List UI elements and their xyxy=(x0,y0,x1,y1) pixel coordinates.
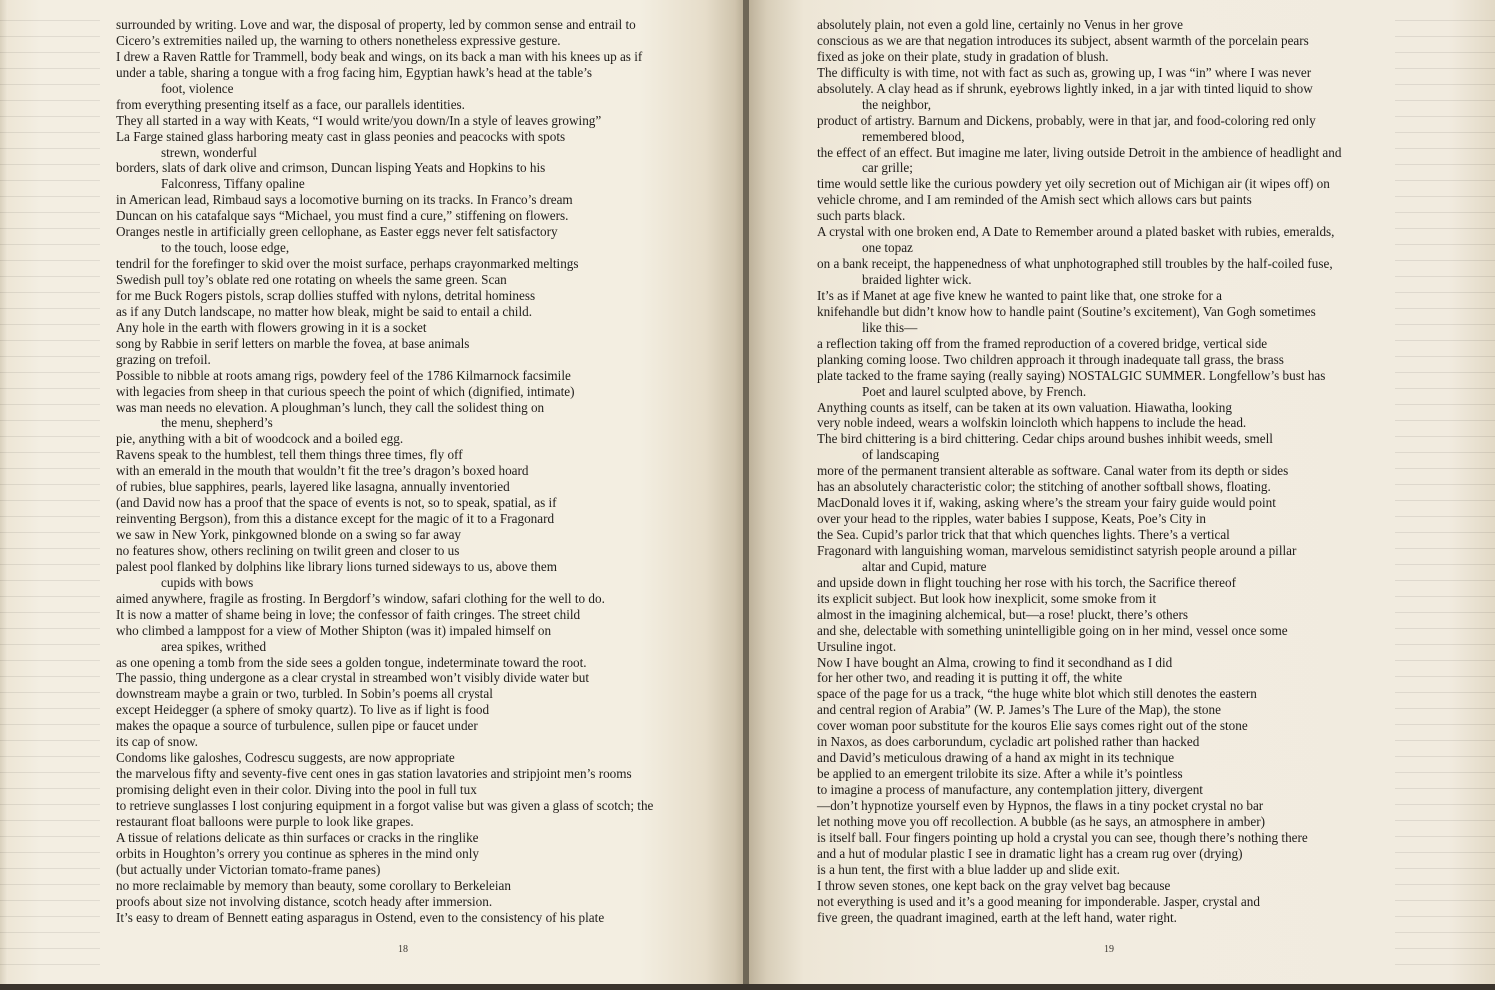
text-line: as one opening a tomb from the side sees a golden tongue, indeterminate toward the root. xyxy=(116,654,587,670)
text-line: The difficulty is with time, not with fact as such as, growing up, I was “in” where I was never xyxy=(817,64,1312,80)
text-line: plate tacked to the frame saying (really saying) NOSTALGIC SUMMER. Longfellow’s bust has xyxy=(817,367,1326,383)
text-line: braided lighter wick. xyxy=(862,272,972,287)
text-line: proofs about size not involving distance, scotch heady after immersion. xyxy=(116,893,493,909)
text-line: conscious as we are that negation introduces its subject, absent warmth of the porcelain pears xyxy=(817,32,1309,48)
text-line: foot, violence xyxy=(161,80,234,96)
text-line: to retrieve sunglasses I lost conjuring equipment in a forgot valise but was given a glass of scotch; the xyxy=(116,797,654,813)
text-line: such parts black. xyxy=(817,208,906,224)
text-line: under a table, sharing a tongue with a frog facing him, Egyptian hawk’s head at the table’s xyxy=(116,64,593,80)
text-line: more of the permanent transient alterable as software. Canal water from its depth or sides xyxy=(817,463,1289,479)
text-line: pie, anything with a bit of woodcock and a boiled egg. xyxy=(116,431,404,447)
text-line: fixed as joke on their plate, study in gradation of blush. xyxy=(817,48,1109,64)
text-line: Anything counts as itself, can be taken at its own valuation. Hiawatha, looking xyxy=(817,399,1232,415)
text-line: grazing on trefoil. xyxy=(116,351,211,367)
text-line: A crystal with one broken end, A Date to Remember around a plated basket with rubies, emeralds, xyxy=(817,224,1335,240)
text-line: very noble indeed, wears a wolfskin loincloth which happens to include the head. xyxy=(817,415,1247,431)
text-line: in Naxos, as does carborundum, cycladic art polished rather than hacked xyxy=(817,734,1200,750)
text-line: the Sea. Cupid’s parlor trick that that which quenches lights. There’s a vertical xyxy=(817,527,1230,542)
text-line: strewn, wonderful xyxy=(161,144,257,160)
text-line: has an absolutely characteristic color; the stitching of another softball shows, floating. xyxy=(817,479,1271,495)
text-line: I throw seven stones, one kept back on the gray velvet bag because xyxy=(817,877,1171,893)
text-line: with legacies from sheep in that curious speech the point of which (dignified, intimate) xyxy=(116,383,575,399)
text-line: Fragonard with languishing woman, marvelous semidistinct satyrish people around a pillar xyxy=(817,542,1297,558)
text-line: reinventing Bergson), from this a distance except for the magic of it to a Fragonard xyxy=(116,511,555,527)
text-line: borders, slats of dark olive and crimson, Duncan lisping Yeats and Hopkins to his xyxy=(116,160,546,176)
text-line: five green, the quadrant imagined, earth at the left hand, water right. xyxy=(817,909,1177,925)
text-line: let nothing move you off recollection. A bubble (as he says, an atmosphere in amber) xyxy=(817,813,1266,829)
text-line: La Farge stained glass harboring meaty cast in glass peonies and peacocks with spots xyxy=(116,128,566,144)
text-line: knifehandle but didn’t know how to handle paint (Soutine’s excitement), Van Gogh sometimes xyxy=(817,303,1316,319)
text-line: on a bank receipt, the happenedness of what unphotographed still troubles by the half-coiled fuse, xyxy=(817,256,1333,272)
text-line: vehicle chrome, and I am reminded of the Amish sect which allows cars but paints xyxy=(817,192,1252,208)
text-line: I drew a Raven Rattle for Trammell, body beak and wings, on its back a man with his knees up as if xyxy=(116,48,643,64)
text-line: absolutely. A clay head as if shrunk, eyebrows lightly inked, in a jar with tinted liquid to show xyxy=(817,80,1313,96)
text-line: who climbed a lamppost for a view of Mother Shipton (was it) impaled himself on xyxy=(116,622,552,638)
text-line: area spikes, writhed xyxy=(161,638,267,654)
text-line: be applied to an emergent trilobite its size. After a while it’s pointless xyxy=(817,766,1183,782)
text-line: promising delight even in their color. Diving into the pool in full tux xyxy=(116,782,477,797)
text-line: one topaz xyxy=(862,240,913,256)
text-line: for her other two, and reading it is putting it off, the white xyxy=(817,670,1123,686)
left-page xyxy=(0,0,745,990)
text-line: the neighbor, xyxy=(862,96,932,112)
text-line: The passio, thing undergone as a clear crystal in streambed won’t visibly divide water but xyxy=(116,670,590,686)
text-line: as if any Dutch landscape, no matter how bleak, might be said to entail a child. xyxy=(116,303,533,319)
text-line: orbits in Houghton’s orrery you continue as spheres in the mind only xyxy=(116,845,479,861)
text-line: cover woman poor substitute for the kouros Elie says comes right out of the stone xyxy=(817,718,1248,734)
text-line: palest pool flanked by dolphins like library lions turned sideways to us, above them xyxy=(116,558,557,574)
text-line: Duncan on his catafalque says “Michael, you must find a cure,” stiffening on flowers. xyxy=(116,208,569,224)
text-line: to imagine a process of manufacture, any contemplation jittery, divergent xyxy=(817,782,1203,797)
text-line: altar and Cupid, mature xyxy=(862,558,987,574)
text-line: MacDonald loves it if, waking, asking where’s the stream your fairy guide would point xyxy=(817,495,1276,511)
right-page xyxy=(749,0,1495,990)
text-line: the menu, shepherd’s xyxy=(161,415,273,431)
text-line: song by Rabbie in serif letters on marble the fovea, at base animals xyxy=(116,335,470,351)
text-line: The bird chittering is a bird chittering. Cedar chips around bushes inhibit weeds, smell xyxy=(817,431,1273,447)
text-line: Ravens speak to the humblest, tell them things three times, fly off xyxy=(116,447,463,463)
text-line: and she, delectable with something unintelligible going on in her mind, vessel once some xyxy=(817,622,1288,638)
left-page-text xyxy=(116,17,721,925)
text-line: A tissue of relations delicate as thin surfaces or cracks in the ringlike xyxy=(116,829,479,845)
text-line: its explicit subject. But look how inexplicit, some smoke from it xyxy=(817,590,1157,606)
text-line: and David’s meticulous drawing of a hand ax might in its technique xyxy=(817,750,1175,766)
text-line: from everything presenting itself as a face, our parallels identities. xyxy=(116,96,465,112)
text-line: a reflection taking off from the framed reproduction of a covered bridge, vertical side xyxy=(817,335,1268,351)
text-line: —don’t hypnotize yourself even by Hypnos, the flaws in a tiny pocket crystal no bar xyxy=(817,797,1264,813)
text-line: cupids with bows xyxy=(161,574,254,590)
text-line: and a hut of modular plastic I see in dramatic light has a cream rug over (drying) xyxy=(817,845,1243,861)
text-line: It’s easy to dream of Bennett eating asparagus in Ostend, even to the consistency of his plate xyxy=(116,909,605,925)
text-line: of landscaping xyxy=(862,447,940,463)
text-line: Now I have bought an Alma, crowing to find it secondhand as I did xyxy=(817,654,1173,670)
text-line: for me Buck Rogers pistols, scrap dollies stuffed with nylons, detrital hominess xyxy=(116,287,536,303)
text-line: the effect of an effect. But imagine me later, living outside Detroit in the ambience of headlight and xyxy=(817,144,1342,160)
text-line: and upside down in flight touching her rose with his torch, the Sacrifice thereof xyxy=(817,574,1236,590)
text-line: except Heidegger (a sphere of smoky quartz). To live as if light is food xyxy=(116,702,490,718)
text-line: over your head to the ripples, water babies I suppose, Keats, Poe’s City in xyxy=(817,511,1206,527)
text-line: downstream maybe a grain or two, turbled. In Sobin’s poems all crystal xyxy=(116,686,493,702)
text-line: makes the opaque a source of turbulence, sullen pipe or faucet under xyxy=(116,718,478,734)
text-line: was man needs no elevation. A ploughman’s lunch, they call the solidest thing on xyxy=(116,399,545,415)
text-line: aimed anywhere, fragile as frosting. In Bergdorf’s window, safari clothing for the well to do. xyxy=(116,590,605,606)
text-line: Poet and laurel sculpted above, by French. xyxy=(862,383,1087,399)
page-number-left: 18 xyxy=(398,944,408,955)
text-line: in American lead, Rimbaud says a locomotive burning on its tracks. In Franco’s dream xyxy=(116,192,573,208)
text-line: almost in the imagining alchemical, but—a rose! pluckt, there’s others xyxy=(817,606,1188,622)
text-line: we saw in New York, pinkgowned blonde on a swing so far away xyxy=(116,527,462,542)
text-line: car grille; xyxy=(862,160,913,176)
text-line: like this— xyxy=(862,319,918,335)
text-line: is itself ball. Four fingers pointing up hold a crystal you can see, though there’s nothing there xyxy=(817,829,1308,845)
text-line: It is now a matter of shame being in love; the confessor of faith cringes. The street child xyxy=(116,606,581,622)
text-line: not everything is used and it’s a good meaning for imponderable. Jasper, crystal and xyxy=(817,893,1260,909)
text-line: (but actually under Victorian tomato-frame panes) xyxy=(116,861,381,877)
text-line: Ursuline ingot. xyxy=(817,638,897,654)
text-line: Falconress, Tiffany opaline xyxy=(161,176,305,192)
text-line: restaurant float balloons were purple to look like grapes. xyxy=(116,813,414,829)
text-line: the marvelous fifty and seventy-five cent ones in gas station lavatories and stripjoint men’s rooms xyxy=(116,766,632,782)
text-line: product of artistry. Barnum and Dickens, probably, were in that jar, and food-coloring red only xyxy=(817,112,1316,128)
text-line: space of the page for us a track, “the huge white blot which still denotes the eastern xyxy=(817,686,1257,702)
text-line: time would settle like the curious powdery yet oily secretion out of Michigan air (it wipes off) on xyxy=(817,176,1330,192)
text-line: Oranges nestle in artificially green cellophane, as Easter eggs never felt satisfactory xyxy=(116,224,558,240)
text-line: is a hun tent, the first with a blue ladder up and slide exit. xyxy=(817,861,1120,877)
text-line: Cicero’s extremities nailed up, the warning to others nonetheless expressive gesture. xyxy=(116,32,561,48)
text-line: with an emerald in the mouth that wouldn’t fit the tree’s dragon’s boxed hoard xyxy=(116,463,529,479)
text-line: planking coming loose. Two children approach it through inadequate tall grass, the brass xyxy=(817,351,1284,367)
page-bottom-edge xyxy=(0,984,1495,990)
text-line: and central region of Arabia” (W. P. James’s The Lure of the Map), the stone xyxy=(817,702,1221,718)
page-number-right: 19 xyxy=(1104,944,1114,955)
text-line: its cap of snow. xyxy=(116,734,198,750)
text-line: no features show, others reclining on twilit green and closer to us xyxy=(116,542,460,558)
text-line: absolutely plain, not even a gold line, certainly no Venus in her grove xyxy=(817,17,1183,32)
right-page-text xyxy=(817,17,1457,925)
text-line: tendril for the forefinger to skid over the moist surface, perhaps crayonmarked meltings xyxy=(116,256,579,272)
text-line: They all started in a way with Keats, “I would write/you down/In a style of leaves growing” xyxy=(116,112,602,128)
text-line: surrounded by writing. Love and war, the disposal of property, led by common sense and entrail to xyxy=(116,17,636,32)
text-line: Swedish pull toy’s oblate red one rotating on wheels the same green. Scan xyxy=(116,272,507,287)
text-line: to the touch, loose edge, xyxy=(161,240,290,256)
text-line: Condoms like galoshes, Codrescu suggests, are now appropriate xyxy=(116,750,455,766)
text-line: no more reclaimable by memory than beauty, some corollary to Berkeleian xyxy=(116,877,511,893)
text-line: Possible to nibble at roots amang rigs, powdery feel of the 1786 Kilmarnock facsimile xyxy=(116,367,571,383)
show-through-text xyxy=(0,20,100,980)
text-line: (and David now has a proof that the space of events is not, so to speak, spatial, as if xyxy=(116,495,557,511)
text-line: of rubies, blue sapphires, pearls, layered like lasagna, annually inventoried xyxy=(116,479,510,495)
text-line: Any hole in the earth with flowers growing in it is a socket xyxy=(116,319,427,335)
text-line: remembered blood, xyxy=(862,128,965,144)
text-line: It’s as if Manet at age five knew he wanted to paint like that, one stroke for a xyxy=(817,287,1223,303)
